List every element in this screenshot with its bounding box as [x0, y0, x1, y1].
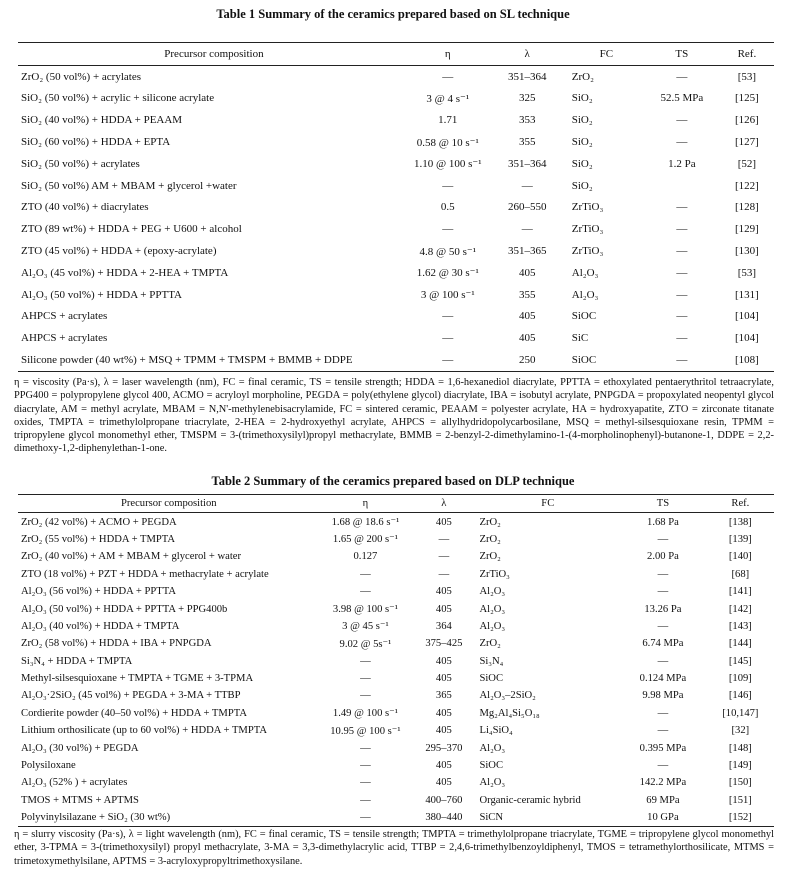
table-cell: [142]: [728, 603, 752, 615]
table-cell: Si₃N₄: [479, 655, 504, 667]
table-cell: 405: [435, 603, 452, 615]
table-cell: 9.02 @ 5s⁻¹: [339, 638, 392, 650]
table-cell: ZrO₂ (50 vol%) + acrylates: [21, 70, 141, 83]
table-cell: [148]: [728, 742, 752, 754]
table-cell: —: [521, 223, 533, 236]
table-cell: 1.68 Pa: [647, 516, 679, 528]
table-cell: —: [657, 568, 669, 580]
table-cell: ZrTiO₃: [571, 201, 604, 214]
table-row: [18, 306, 774, 328]
table-cell: ZTO (45 vol%) + HDDA + (epoxy-acrylate): [21, 245, 217, 258]
table-cell: SiO₂: [571, 114, 593, 127]
table-cell: [138]: [728, 516, 752, 528]
table-cell: [150]: [728, 777, 752, 789]
table-row: [18, 635, 774, 652]
table-cell: 351–364: [507, 70, 547, 83]
table-cell: —: [360, 568, 371, 580]
table-cell: 250: [486, 349, 569, 371]
table-cell: 0.124 MPa: [639, 673, 687, 685]
table-cell: Mg₂Al₄Si₅O₁₈: [479, 707, 540, 719]
table-cell: Lithium orthosilicate (up to 60 vol%) + HDDA + TMPTA: [21, 725, 268, 737]
table2-col-header: λ: [411, 495, 476, 513]
table-row: [18, 809, 774, 827]
table-cell: [152]: [707, 809, 774, 827]
table-cell: SiO₂ (50 vol%) + acrylates: [21, 157, 140, 170]
table-cell: [32]: [731, 725, 750, 737]
table-cell: ZrO₂ (55 vol%) + HDDA + TMPTA: [21, 533, 176, 545]
table-cell: Al₂O₃: [571, 288, 599, 301]
table-row: [18, 175, 774, 197]
table-cell: —: [657, 707, 669, 719]
table-cell: 4.8 @ 50 s⁻¹: [419, 245, 477, 258]
table-cell: Methyl-silsesquioxane + TMPTA + TGME + 3-TPMA: [21, 673, 254, 685]
table-cell: Al₂O₃–2SiO₂: [479, 690, 536, 702]
table-cell: SiCN: [476, 809, 619, 827]
table1-col-header: η: [410, 43, 486, 66]
table-cell: [127]: [734, 136, 759, 149]
table-cell: 1.71: [438, 114, 458, 127]
table-cell: [146]: [728, 690, 752, 702]
table-cell: 1.2 Pa: [668, 157, 696, 170]
table2-col-header: η: [320, 495, 412, 513]
table-cell: [108]: [720, 349, 774, 371]
table-cell: [52]: [737, 157, 757, 170]
table-cell: AHPCS + acrylates: [21, 332, 108, 345]
table-cell: [128]: [734, 201, 759, 214]
table2-body: [18, 513, 774, 827]
table-cell: —: [657, 760, 669, 772]
table-cell: ZrO₂: [571, 70, 594, 83]
table-cell: [126]: [734, 114, 759, 127]
table-cell: —: [657, 533, 669, 545]
table-cell: 405: [518, 266, 536, 279]
table-cell: 260–550: [507, 201, 547, 214]
table-cell: Al₂O₃ (50 vol%) + HDDA + PPTTA: [21, 288, 182, 301]
table-cell: ZTO (18 vol%) + PZT + HDDA + methacrylate + acrylate: [21, 568, 269, 580]
table-cell: —: [438, 568, 450, 580]
table-cell: Li₄SiO₄: [479, 725, 513, 737]
table-cell: —: [410, 349, 486, 371]
table-cell: SiO₂ (50 vol%) + acrylic + silicone acrylate: [21, 92, 215, 105]
table2-col-header: TS: [619, 495, 707, 513]
table-cell: 0.58 @ 10 s⁻¹: [416, 136, 479, 149]
table-row: [18, 548, 774, 565]
table-cell: ZrO₂: [479, 551, 501, 563]
table-cell: —: [676, 288, 688, 301]
table-cell: Al₂O₃: [571, 266, 599, 279]
table-cell: Al₂O₃: [479, 777, 506, 789]
table-cell: 2.00 Pa: [647, 551, 679, 563]
table1-col-header: λ: [486, 43, 569, 66]
table-cell: 405: [435, 516, 452, 528]
table-cell: Al₂O₃: [479, 603, 506, 615]
table-cell: 1.65 @ 200 s⁻¹: [332, 534, 398, 546]
table-row: [18, 284, 774, 306]
table-cell: —: [442, 332, 454, 345]
table2-col-header: Ref.: [707, 495, 774, 513]
table-cell: —: [676, 136, 688, 149]
table-cell: —: [360, 742, 371, 754]
table-row: [18, 722, 774, 739]
table2: [18, 494, 774, 827]
table-cell: [144]: [728, 638, 752, 650]
table-cell: Polyvinylsilazane + SiO₂ (30 wt%): [18, 809, 320, 827]
table-cell: —: [657, 586, 669, 598]
table-cell: 3 @ 45 s⁻¹: [342, 621, 389, 633]
table-cell: 325: [518, 92, 536, 105]
table-row: [18, 327, 774, 349]
table1-col-header: FC: [569, 43, 644, 66]
table-cell: [125]: [734, 92, 759, 105]
table-cell: [139]: [728, 533, 752, 545]
table-cell: [129]: [734, 223, 759, 236]
table-cell: —: [676, 245, 688, 258]
table-cell: SiO₂: [571, 157, 593, 170]
table-cell: 3 @ 100 s⁻¹: [420, 289, 475, 302]
table-cell: 405: [518, 310, 536, 323]
table-cell: [104]: [734, 332, 759, 345]
table-row: [18, 513, 774, 531]
table-cell: Al₂O₃: [479, 620, 506, 632]
table-row: [18, 600, 774, 617]
table-cell: [130]: [734, 245, 759, 258]
table-cell: —: [360, 673, 371, 685]
table-cell: ZTO (89 wt%) + HDDA + PEG + U600 + alcohol: [21, 223, 242, 236]
table-row: [18, 531, 774, 548]
table-row: [18, 618, 774, 635]
table-row: [18, 566, 774, 583]
table-cell: SiO₂ (60 vol%) + HDDA + EPTA: [21, 136, 171, 149]
table-cell: [53]: [737, 70, 757, 83]
table2-header-row: [18, 495, 774, 513]
table-cell: 355: [518, 288, 536, 301]
table-row: [18, 792, 774, 809]
table-cell: —: [521, 179, 533, 192]
table-cell: Al₂O₃ (45 vol%) + HDDA + 2-HEA + TMPTA: [21, 266, 229, 279]
table2-col-header: Precursor composition: [18, 495, 320, 513]
table-cell: Al₂O₃ (52% ) + acrylates: [21, 777, 128, 789]
table-row: [18, 153, 774, 175]
table-cell: —: [657, 655, 669, 667]
table-cell: Organic-ceramic hybrid: [479, 794, 581, 806]
table-cell: SiOC: [571, 310, 597, 323]
table-cell: 405: [435, 673, 452, 685]
table-cell: SiOC: [479, 673, 504, 685]
table-cell: [143]: [728, 620, 752, 632]
table-cell: 405: [518, 332, 536, 345]
table-cell: 3.98 @ 100 s⁻¹: [332, 604, 398, 616]
table-cell: 1.49 @ 100 s⁻¹: [332, 708, 398, 720]
table-cell: ZrO₂: [479, 638, 501, 650]
table-row: [18, 218, 774, 240]
table-cell: SiO₂: [571, 179, 593, 192]
table-cell: Polysiloxane: [21, 760, 76, 772]
table-cell: —: [360, 690, 371, 702]
table-row: [18, 583, 774, 600]
table-cell: [104]: [734, 310, 759, 323]
table-cell: ZTO (40 vol%) + diacrylates: [21, 201, 149, 214]
table-cell: 405: [435, 655, 452, 667]
table-cell: ZrO₂ (42 vol%) + ACMO + PEGDA: [21, 516, 177, 528]
table-cell: 351–365: [507, 245, 547, 258]
table-cell: 365: [435, 690, 452, 702]
table1-caption: Table 1 Summary of the ceramics prepared based on SL technique: [216, 7, 570, 21]
table-cell: SiO₂ (40 vol%) + HDDA + PEAAM: [21, 114, 183, 127]
table1-col-header: TS: [644, 43, 720, 66]
table-cell: ZrTiO₃: [571, 223, 604, 236]
table-cell: 1.68 @ 18.6 s⁻¹: [331, 517, 400, 529]
table-cell: —: [438, 551, 450, 563]
table-cell: SiOC: [569, 349, 644, 371]
table-cell: —: [360, 655, 371, 667]
table-row: [18, 705, 774, 722]
table-cell: SiC: [571, 332, 589, 345]
table-cell: SiOC: [479, 760, 504, 772]
table-cell: 69 MPa: [646, 794, 680, 806]
table-cell: —: [442, 70, 454, 83]
table-cell: 13.26 Pa: [644, 603, 682, 615]
table-cell: 405: [435, 777, 452, 789]
table-cell: 1.62 @ 30 s⁻¹: [416, 267, 479, 280]
table1-col-header: Ref.: [720, 43, 774, 66]
table1-header-row: [18, 43, 774, 66]
table-cell: [141]: [728, 586, 752, 598]
table1-body: [18, 65, 774, 371]
table-cell: 6.74 MPa: [642, 638, 684, 650]
table-cell: Al₂O₃: [479, 586, 506, 598]
table-cell: 9.98 MPa: [642, 690, 684, 702]
table-cell: 3 @ 4 s⁻¹: [426, 92, 470, 105]
table-row: [18, 88, 774, 110]
table-row: [18, 687, 774, 704]
table-cell: —: [360, 586, 371, 598]
table-cell: Al₂O₃ (40 vol%) + HDDA + TMPTA: [21, 620, 180, 632]
table-cell: —: [676, 70, 688, 83]
table-cell: —: [360, 777, 371, 789]
table2-caption: Table 2 Summary of the ceramics prepared based on DLP technique: [211, 474, 575, 488]
table-row: [18, 774, 774, 791]
table-cell: 0.127: [353, 551, 378, 563]
table-row: [18, 262, 774, 284]
table-cell: —: [657, 620, 669, 632]
table-cell: SiO₂: [571, 92, 593, 105]
table-cell: 405: [435, 725, 452, 737]
table-cell: —: [442, 223, 454, 236]
table-cell: —: [644, 349, 720, 371]
table-row: [18, 739, 774, 756]
table-row: [18, 240, 774, 262]
table-cell: 10.95 @ 100 s⁻¹: [330, 725, 401, 737]
table-row: [18, 197, 774, 219]
table-row: [18, 670, 774, 687]
table-cell: —: [676, 332, 688, 345]
table-cell: Silicone powder (40 wt%) + MSQ + TPMM + TMSPM + BMMB + DDPE: [18, 349, 410, 371]
table-cell: 375–425: [425, 638, 463, 650]
table-cell: —: [438, 533, 450, 545]
table-cell: 351–364: [507, 157, 547, 170]
table-cell: [68]: [731, 568, 750, 580]
table-cell: AHPCS + acrylates: [21, 310, 108, 323]
table-cell: Al₂O₃: [479, 742, 506, 754]
table-cell: 295–370: [425, 742, 463, 754]
table-cell: —: [676, 114, 688, 127]
table-cell: 400–760: [425, 794, 463, 806]
table-cell: 142.2 MPa: [639, 777, 687, 789]
table-cell: 380–440: [411, 809, 476, 827]
table-cell: [53]: [737, 266, 757, 279]
table-cell: 405: [435, 707, 452, 719]
table-cell: 405: [435, 586, 452, 598]
table-row: [18, 109, 774, 131]
table-cell: SiO₂: [571, 136, 593, 149]
table-cell: Al₂O₃ (50 vol%) + HDDA + PPTTA + PPG400b: [21, 603, 228, 615]
table-cell: Si₃N₄ + HDDA + TMPTA: [21, 655, 133, 667]
table-cell: Al₂O₃ (56 vol%) + HDDA + PPTTA: [21, 586, 177, 598]
table-cell: —: [676, 223, 688, 236]
table-row: [18, 653, 774, 670]
table-row: [18, 757, 774, 774]
table-cell: [109]: [728, 673, 752, 685]
table-cell: 405: [435, 760, 452, 772]
table-cell: —: [442, 179, 454, 192]
table-cell: 0.395 MPa: [639, 742, 687, 754]
table-cell: [145]: [728, 655, 752, 667]
table-cell: [151]: [728, 794, 752, 806]
table-cell: —: [442, 310, 454, 323]
table-cell: ZrO₂ (58 vol%) + HDDA + IBA + PNPGDA: [21, 638, 212, 650]
table-cell: —: [320, 809, 412, 827]
table1-col-header: Precursor composition: [18, 43, 410, 66]
table-cell: Cordierite powder (40–50 vol%) + HDDA + TMPTA: [21, 707, 247, 719]
table-row: [18, 349, 774, 371]
table-row: [18, 65, 774, 87]
table-cell: ZrO₂: [479, 533, 501, 545]
table-cell: [644, 175, 720, 197]
table-row: [18, 131, 774, 153]
table-cell: —: [360, 794, 371, 806]
table-cell: [10,147]: [722, 707, 759, 719]
table-cell: 364: [435, 620, 452, 632]
table-cell: Al₂O₃·2SiO₂ (45 vol%) + PEGDA + 3-MA + TTBP: [21, 690, 241, 702]
table2-note: η = slurry viscosity (Pa·s), λ = light wavelength (nm), FC = final ceramic, TS = tensile strength; TMPTA = trimethylolpropane triacrylate, TGME = tripropylene glycol monomethyl ether, 3-TPMA = 3-(trimethoxysilyl) propyl methacrylate, 3-MA = 3,3-dimethylacrylic acid, TTBP = 2,4,6-trimethylbenzoyldiphenyl, TMOS = tetramethylorthosilicate, MTMS = trimetoxymethylsilane, APTMS = 3-acryloxypropyltrimethoxysilane.: [14, 829, 774, 867]
table-cell: —: [676, 310, 688, 323]
table-cell: [131]: [734, 288, 759, 301]
table-cell: 353: [518, 114, 536, 127]
table2-col-header: FC: [476, 495, 619, 513]
table-cell: 0.5: [440, 201, 455, 214]
table-cell: [122]: [734, 179, 759, 192]
table1: [18, 42, 774, 372]
table-cell: 355: [518, 136, 536, 149]
table-cell: TMOS + MTMS + APTMS: [21, 794, 139, 806]
table-cell: Al₂O₃ (30 vol%) + PEGDA: [21, 742, 139, 754]
table-cell: SiO₂ (50 vol%) AM + MBAM + glycerol +water: [21, 179, 237, 192]
table-cell: ZrTiO₃: [479, 568, 510, 580]
table-cell: ZrO₂ (40 vol%) + AM + MBAM + glycerol + water: [21, 551, 242, 563]
table-cell: —: [676, 266, 688, 279]
table-cell: 1.10 @ 100 s⁻¹: [414, 158, 482, 171]
table-cell: —: [360, 760, 371, 772]
table-cell: 10 GPa: [619, 809, 707, 827]
table-cell: [140]: [728, 551, 752, 563]
table-cell: 52.5 MPa: [660, 92, 704, 105]
table-cell: [149]: [728, 760, 752, 772]
table-cell: —: [676, 201, 688, 214]
table-cell: ZrTiO₃: [571, 245, 604, 258]
table-cell: ZrO₂: [479, 516, 501, 528]
table-cell: —: [657, 725, 669, 737]
table1-note: η = viscosity (Pa·s), λ = laser wavelength (nm), FC = final ceramic, TS = tensile strength; HDDA = 1,6-hexanediol diacrylate, PPTTA = ethoxylated pentaerythritol tetraacrylate, PPG400 = polypropylene glycol 400, ACMO = acryloyl morpholine, PEGDA = poly(ethylene glycol) diacrylate, IBA = isobutyl acrylate, PNPGDA = propoxylated neopentyl glycol diacrylate, AM = methyl acrylate, MBAM = N,N'-methylenebisacrylamide, FC = sintered ceramic, PEAAM = polyester acrylate, HA = hydroxyapatite, ZTO = zirconate titanate oxides, TMPTA = trimethylolpropane triacrylate, 2-HEA = 2-hydroxyethyl acrylate, AHPCS = allylhydridopolycarbosilane, MSQ = methyl-silsesquioxane resin, TPMM = tripropylene glycol monomethyl ether, TMSPM = 3-(trimethoxysilyl)propyl methacrylate, BMMB = 2-benzyl-2-dimethylamino-1-(4-morpholinophenyl)-butanone-1, DDPE = 2,2-dimethoxy-1,2-diphenylethan-1-one.: [14, 377, 774, 455]
